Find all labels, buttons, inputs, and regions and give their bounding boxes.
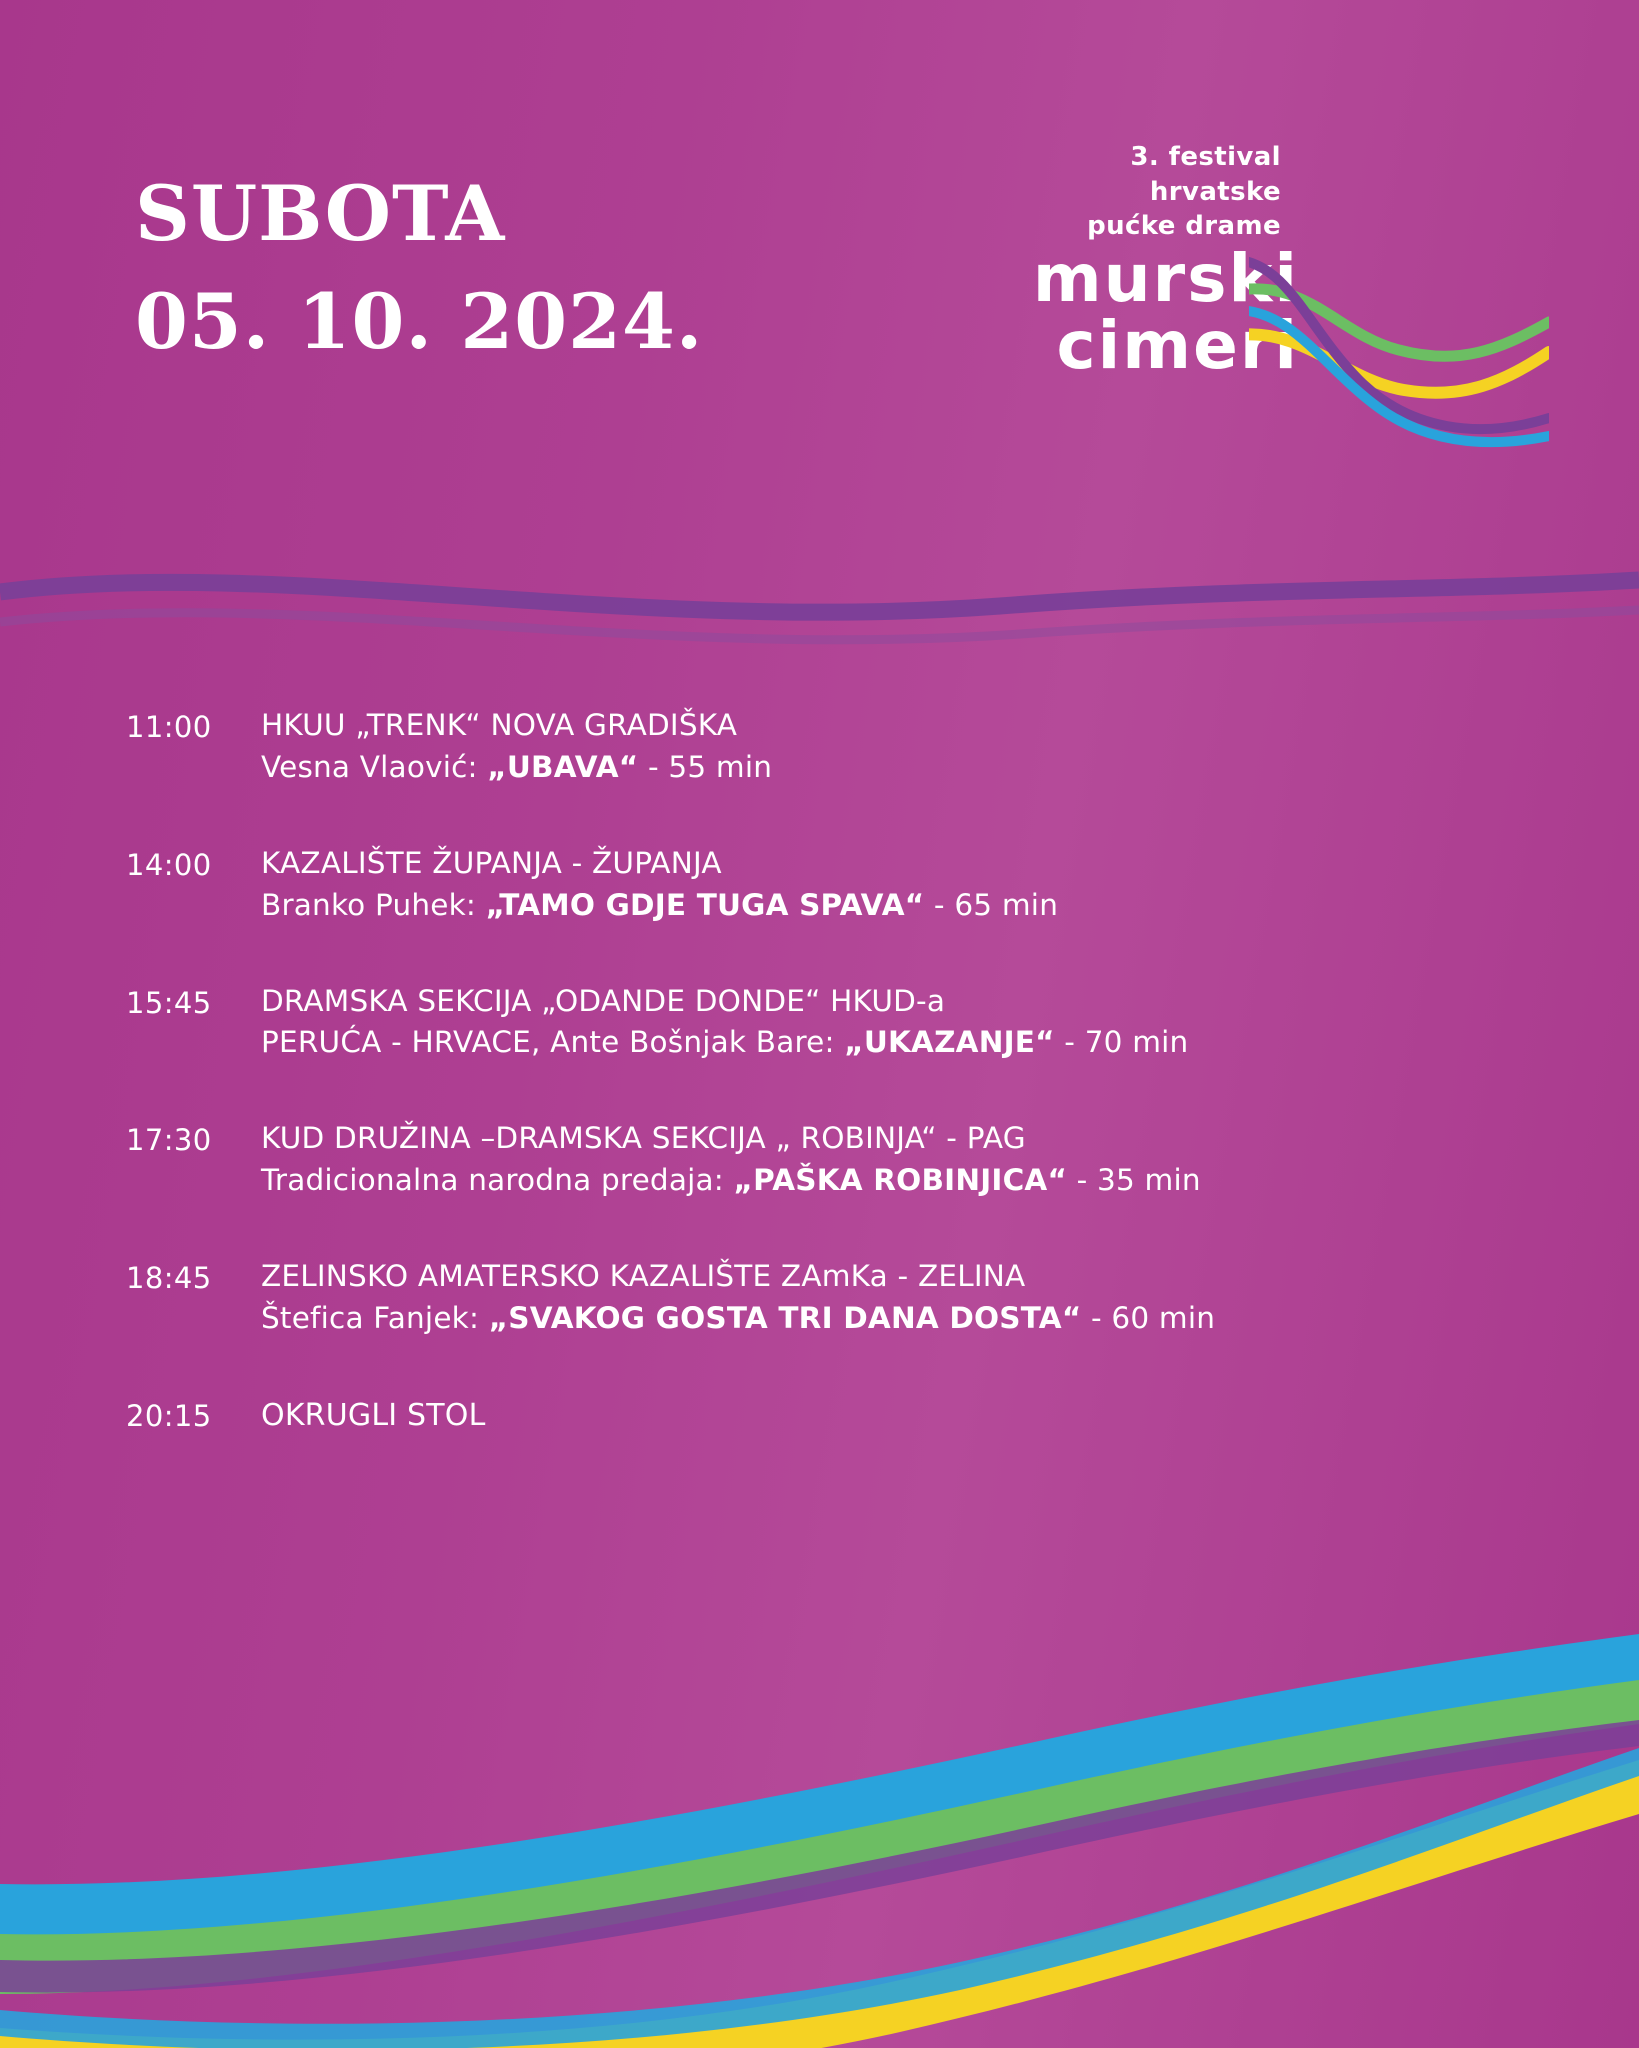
schedule-item-time: 20:15 <box>126 1398 212 1433</box>
logo-wordmark-line1: murski <box>1032 240 1299 317</box>
schedule-item-duration: - 70 min <box>1054 1025 1189 1060</box>
schedule-item-group: HKUU „TRENK“ NOVA GRADIŠKA <box>261 708 738 742</box>
schedule-item-author: Tradicionalna narodna predaja: <box>261 1163 734 1198</box>
schedule-item-time: 11:00 <box>126 710 212 744</box>
schedule-item <box>126 981 1546 1065</box>
schedule-item-author: Štefica Fanjek: <box>261 1300 489 1335</box>
schedule-item-group: OKRUGLI STOL <box>261 1397 486 1433</box>
poster-header <box>0 0 1639 580</box>
logo-ribbon-icon <box>1249 240 1549 490</box>
schedule-item-body <box>261 843 1058 927</box>
day-label: SUBOTA <box>135 169 506 258</box>
schedule-item-time: 17:30 <box>126 1123 212 1158</box>
logo-supertitle-line3: pućke drame <box>1087 211 1281 242</box>
schedule-item <box>126 843 1546 927</box>
schedule-item-time: 14:00 <box>126 847 212 882</box>
schedule-item-title: „SVAKOG GOSTA TRI DANA DOSTA“ <box>488 1300 1082 1335</box>
schedule-item-detail <box>261 1298 1215 1340</box>
schedule-item-author: Vesna Vlaović: <box>261 749 488 784</box>
schedule-item <box>126 1394 1546 1438</box>
schedule-item-title: „PAŠKA ROBINJICA“ <box>733 1163 1068 1198</box>
logo-supertitle-line1: 3. festival <box>1130 142 1281 172</box>
logo-supertitle <box>1087 140 1281 244</box>
schedule-item-detail <box>261 885 1058 927</box>
schedule-item-time: 18:45 <box>126 1261 212 1295</box>
schedule-item <box>126 1256 1546 1340</box>
schedule-item-duration: - 35 min <box>1067 1163 1201 1198</box>
schedule-item-body <box>261 1256 1215 1340</box>
logo-wordmark-line2: cimeri <box>1056 307 1299 385</box>
schedule-item-title: „UBAVA“ <box>487 749 639 784</box>
schedule-item-author: PERUĆA - HRVACE, Ante Bošnjak Bare: <box>261 1025 845 1060</box>
festival-logo <box>919 140 1539 440</box>
footer-ribbon-decoration <box>0 1628 1639 2048</box>
schedule-list <box>126 705 1546 1437</box>
logo-supertitle-line2: hrvatske <box>1149 176 1281 207</box>
schedule-item <box>126 705 1546 789</box>
schedule-item-time: 15:45 <box>126 985 212 1020</box>
schedule-item-detail <box>261 1160 1201 1202</box>
schedule-item-title: „TAMO GDJE TUGA SPAVA“ <box>485 887 925 922</box>
schedule-item-duration: - 65 min <box>924 887 1059 922</box>
schedule-item-title: „UKAZANJE“ <box>844 1025 1055 1060</box>
schedule-item-group: KUD DRUŽINA –DRAMSKA SEKCIJA „ ROBINJA“ - PAG <box>261 1121 1026 1156</box>
schedule-item-duration: - 60 min <box>1081 1300 1216 1335</box>
schedule-item <box>126 1118 1546 1202</box>
schedule-item-group: ZELINSKO AMATERSKO KAZALIŠTE ZAmKa - ZELINA <box>261 1259 1026 1293</box>
schedule-item-group: DRAMSKA SEKCIJA „ODANDE DONDE“ HKUD-a <box>261 983 946 1018</box>
date-label: 05. 10. 2024. <box>135 276 704 366</box>
page-title <box>135 160 703 376</box>
schedule-item-author: Branko Puhek: <box>261 887 486 922</box>
schedule-item-body <box>261 705 772 789</box>
schedule-item-detail <box>261 747 772 789</box>
schedule-item-detail <box>261 1022 1188 1064</box>
schedule-item-duration: - 55 min <box>638 749 773 784</box>
schedule-item-body <box>261 1394 486 1438</box>
schedule-item-body <box>261 981 1188 1065</box>
schedule-item-group: KAZALIŠTE ŽUPANJA - ŽUPANJA <box>261 845 722 880</box>
schedule-item-body <box>261 1118 1201 1202</box>
